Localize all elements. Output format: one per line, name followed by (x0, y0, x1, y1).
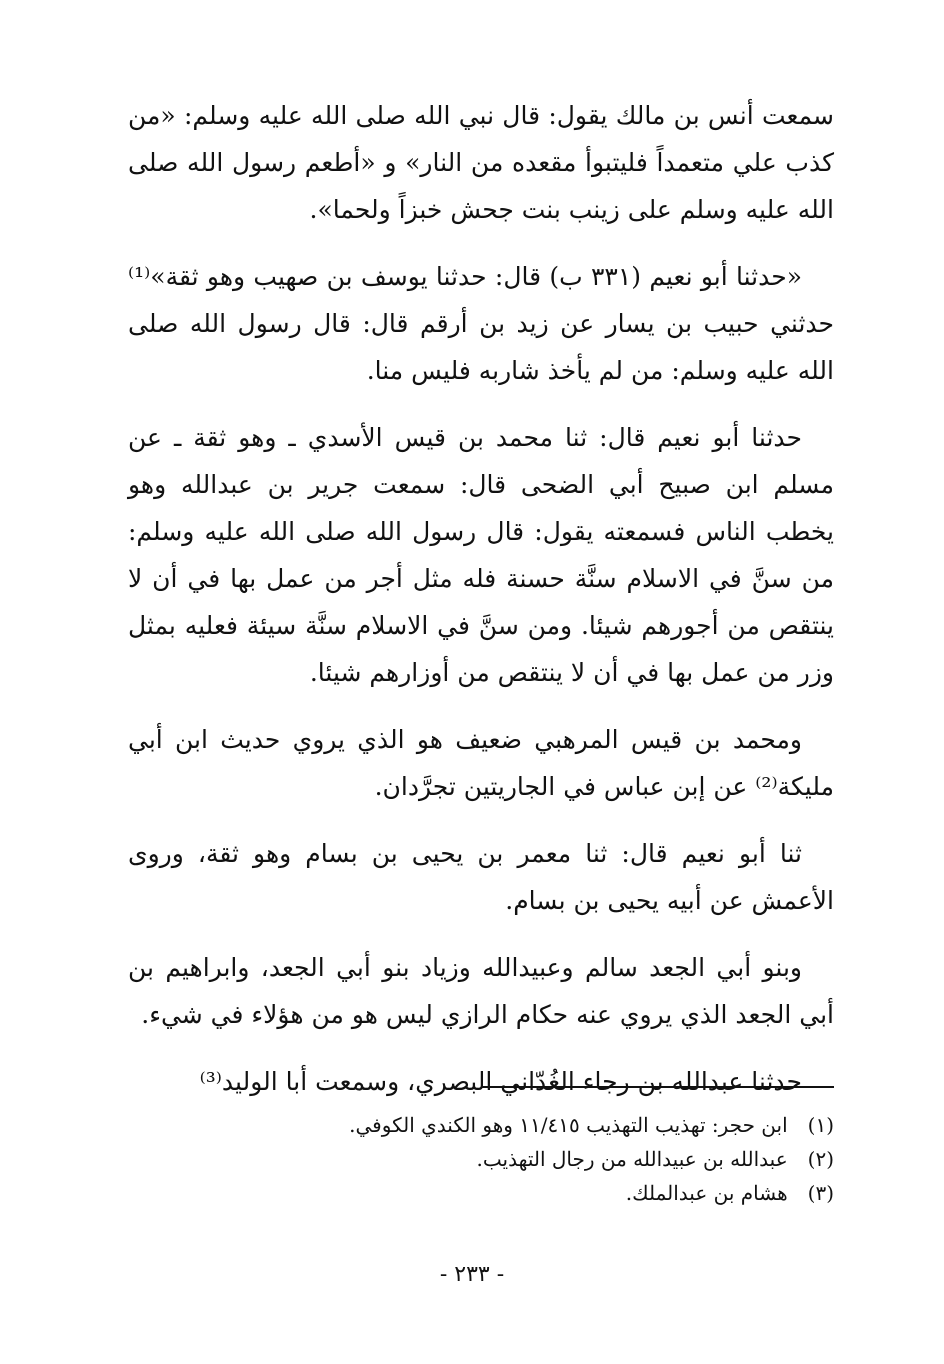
footnote-2 (128, 1142, 834, 1176)
paragraph-6: وبنو أبي الجعد سالم وعبيدالله وزياد بنو أبي الجعد، وابراهيم بن أبي الجعد الذي يروي عنه حكام الرازي ليس هو من هؤلاء في شيء. (128, 953, 834, 1029)
main-text (128, 92, 834, 1125)
footnote-text: عبدالله بن عبيدالله من رجال التهذيب. (476, 1147, 788, 1171)
footnote-3 (128, 1176, 834, 1210)
footnote-text: هشام بن عبدالملك. (625, 1181, 788, 1205)
paragraph-2: «حدثنا أبو نعيم (٣٣١ ب) قال: حدثنا يوسف بن صهيب وهو ثقة»⁽¹⁾ حدثني حبيب بن يسار عن زيد بن أرقم قال: قال رسول الله صلى الله عليه وسلم: من لم يأخذ شاربه فليس منا. (128, 262, 834, 385)
footnote-number: (٣) (807, 1181, 834, 1205)
paragraph-3: حدثنا أبو نعيم قال: ثنا محمد بن قيس الأسدي ـ وهو ثقة ـ عن مسلم ابن صبيح أبي الضحى قال: سمعت جرير بن عبدالله وهو يخطب الناس فسمعته يقول: قال رسول الله صلى الله عليه وسلم: من سنَّ في الاسلام سنَّة حسنة فله مثل أجر من عمل بها في أن لا ينتقص من أجورهم شيئا. ومن سنَّ في الاسلام سنَّة سيئة فعليه بمثل وزر من عمل بها في أن لا ينتقص من أوزارهم شيئا. (128, 423, 834, 687)
paragraph-4: ومحمد بن قيس المرهبي ضعيف هو الذي يروي حديث ابن أبي مليكة⁽²⁾ عن إبن عباس في الجاريتين تجرَّدان. (128, 725, 834, 801)
footnote-number: (١) (807, 1113, 834, 1137)
footnote-divider (482, 1086, 834, 1088)
page-number: - ٢٣٣ - (439, 1262, 505, 1287)
footnote-text: ابن حجر: تهذيب التهذيب ١١/٤١٥ وهو الكندي الكوفي. (349, 1113, 788, 1137)
paragraph-7: حدثنا عبدالله بن رجاء الغُدّاني البصري، وسمعت أبا الوليد⁽³⁾ (199, 1067, 802, 1096)
footnote-number: (٢) (807, 1147, 834, 1171)
footnotes (128, 1108, 834, 1210)
paragraph-5: ثنا أبو نعيم قال: ثنا معمر بن يحيى بن بسام وهو ثقة، وروى الأعمش عن أبيه يحيى بن بسام. (128, 839, 834, 915)
footnote-1 (128, 1108, 834, 1142)
paragraph-1: سمعت أنس بن مالك يقول: قال نبي الله صلى الله عليه وسلم: «من كذب علي متعمداً فليتبوأ مقعده من النار» و «أطعم رسول الله صلى الله عليه وسلم على زينب بنت جحش خبزاً ولحما». (128, 101, 834, 224)
